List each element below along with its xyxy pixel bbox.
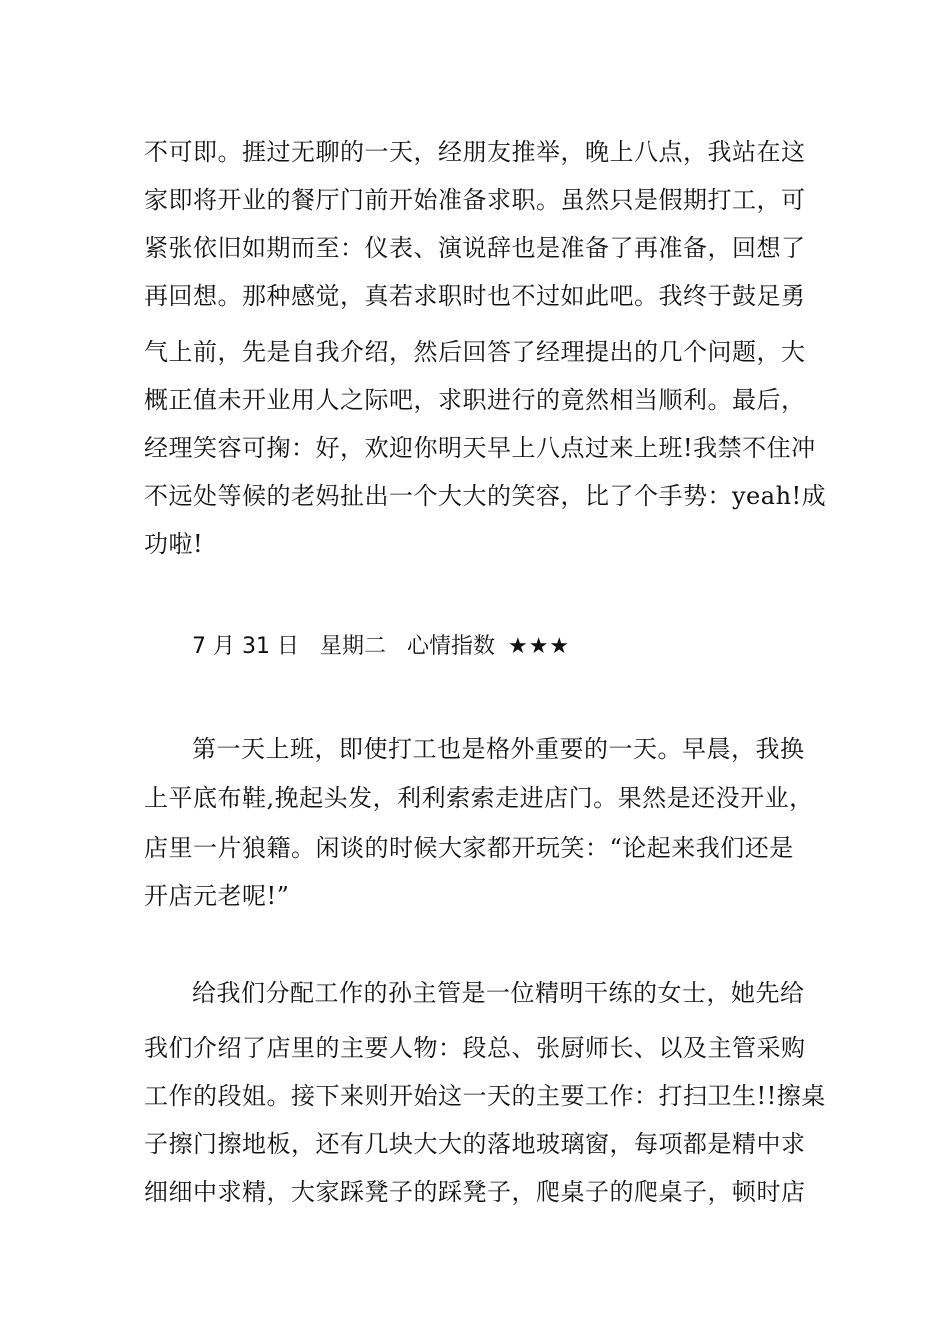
mood-label: 心情指数 [406,634,495,659]
paragraph-line: 紧张依旧如期而至：仪表、演说辞也是准备了再准备，回想了 [144,234,806,262]
paragraph-line: 上平底布鞋,挽起头发，利利索索走进店门。果然是还没开业， [144,784,814,812]
paragraph-line: 经理笑容可掬：好，欢迎你明天早上八点过来上班!我禁不住冲 [144,434,816,462]
entry-weekday: 星期二 [319,634,386,659]
paragraph-line: 给我们分配工作的孙主管是一位精明干练的女士，她先给 [192,979,805,1007]
paragraph-line: 子擦门擦地板，还有几块大大的落地玻璃窗，每项都是精中求 [144,1130,806,1158]
paragraph-line: 家即将开业的餐厅门前开始准备求职。虽然只是假期打工，可 [144,186,806,214]
paragraph-line: 概正值未开业用人之际吧，求职进行的竟然相当顺利。最后， [144,386,806,414]
paragraph-line: 再回想。那种感觉，真若求职时也不过如此吧。我终于鼓足勇 [144,282,806,310]
paragraph-line: 工作的段姐。接下来则开始这一天的主要工作：打扫卫生!!擦桌 [144,1082,826,1110]
paragraph-line: 店里一片狼籍。闲谈的时候大家都开玩笑：“论起来我们还是 [144,834,794,862]
paragraph-line: 不可即。捱过无聊的一天，经朋友推举，晚上八点，我站在这 [144,138,806,166]
paragraph-line: 我们介绍了店里的主要人物：段总、张厨师长、以及主管采购 [144,1034,806,1062]
paragraph-line: 不远处等候的老妈扯出一个大大的笑容，比了个手势：yeah!成 [144,482,827,510]
diary-entry-heading [192,632,570,662]
paragraph-line: 气上前，先是自我介绍，然后回答了经理提出的几个问题，大 [144,338,806,366]
paragraph-line: 功啦! [144,530,204,558]
mood-rating-stars: ★★★ [507,634,571,659]
paragraph-line: 开店元老呢!” [144,882,290,910]
paragraph-line: 细细中求精，大家踩凳子的踩凳子，爬桌子的爬桌子，顿时店 [144,1178,806,1206]
entry-date: 7 月 31 日 [192,634,299,659]
paragraph-line: 第一天上班，即使打工也是格外重要的一天。早晨，我换 [192,735,805,763]
